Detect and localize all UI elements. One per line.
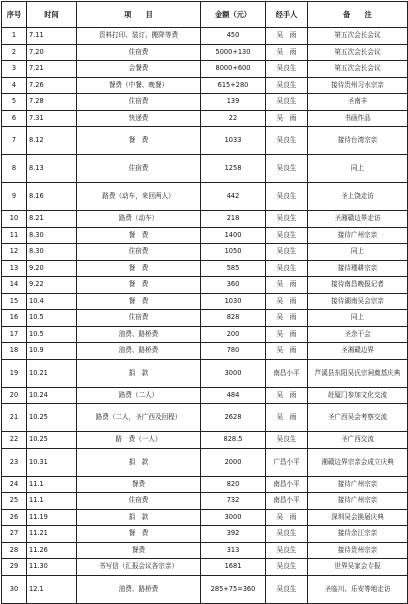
table-row — [2, 277, 408, 294]
row-note: 接待广州宗亲 — [308, 493, 408, 510]
row-number: 16 — [2, 310, 27, 327]
row-item: 捐 款 — [77, 509, 201, 526]
row-note: 芦溪县东阳吴氏宗祠奠基庆典 — [308, 359, 408, 387]
row-date: 9.22 — [27, 277, 77, 294]
row-number: 13 — [2, 260, 27, 277]
row-number: 2 — [2, 44, 27, 61]
row-date: 8.30 — [27, 244, 77, 261]
row-handler: 广昌小平 — [266, 448, 308, 476]
table-row — [2, 227, 408, 244]
row-item: 餐费 — [77, 542, 201, 559]
row-date: 12.1 — [27, 575, 77, 603]
row-item: 会餐费 — [77, 61, 201, 78]
row-amount: 1033 — [201, 127, 266, 155]
header-item: 项 目 — [77, 2, 201, 28]
row-date: 10.9 — [27, 343, 77, 360]
row-handler: 吴 雨 — [266, 277, 308, 294]
row-handler: 南昌小平 — [266, 493, 308, 510]
row-number: 21 — [2, 404, 27, 432]
row-date: 8.21 — [27, 211, 77, 228]
row-note: 圣湘赣边界走访 — [308, 211, 408, 228]
row-number: 8 — [2, 155, 27, 183]
row-handler: 吴良生 — [266, 559, 308, 576]
row-number: 28 — [2, 542, 27, 559]
row-note: 接待广州宗亲 — [308, 476, 408, 493]
row-number: 24 — [2, 476, 27, 493]
row-number: 14 — [2, 277, 27, 294]
row-handler: 吴 雨 — [266, 110, 308, 127]
table-row — [2, 493, 408, 510]
row-amount: 1400 — [201, 227, 266, 244]
table-row — [2, 244, 408, 261]
row-item: 餐 费 — [77, 526, 201, 543]
row-amount: 442 — [201, 183, 266, 211]
header-date: 时间 — [27, 2, 77, 28]
row-amount: 392 — [201, 526, 266, 543]
table-row — [2, 404, 408, 432]
table-row — [2, 61, 408, 78]
row-date: 11.30 — [27, 559, 77, 576]
row-amount: 828 — [201, 310, 266, 327]
row-amount: 3000 — [201, 359, 266, 387]
row-amount: 285+75=360 — [201, 575, 266, 603]
row-handler: 吴良生 — [266, 244, 308, 261]
row-amount: 5000+130 — [201, 44, 266, 61]
row-amount: 3000 — [201, 509, 266, 526]
row-date: 10.4 — [27, 293, 77, 310]
row-handler: 吴 雨 — [266, 509, 308, 526]
header-handler: 经手人 — [266, 2, 308, 28]
row-date: 7.31 — [27, 110, 77, 127]
row-number: 9 — [2, 183, 27, 211]
row-item: 住宿费 — [77, 155, 201, 183]
row-note: 第五次会长会议 — [308, 44, 408, 61]
row-number: 25 — [2, 493, 27, 510]
row-item: 住宿费 — [77, 310, 201, 327]
header-amount: 金额（元） — [201, 2, 266, 28]
row-amount: 1050 — [201, 244, 266, 261]
row-date: 8.16 — [27, 183, 77, 211]
row-amount: 1030 — [201, 293, 266, 310]
table-row — [2, 28, 408, 45]
row-note: 圣广西吴会考察交流 — [308, 404, 408, 432]
row-number: 10 — [2, 211, 27, 228]
row-handler: 吴良生 — [266, 155, 308, 183]
row-item: 住宿费 — [77, 94, 201, 111]
row-item: 餐 费 — [77, 227, 201, 244]
row-note: 深圳吴会换届庆典 — [308, 509, 408, 526]
table-row — [2, 77, 408, 94]
row-item: 餐 费 — [77, 260, 201, 277]
row-date: 9.20 — [27, 260, 77, 277]
table-row — [2, 293, 408, 310]
table-row — [2, 44, 408, 61]
row-number: 22 — [2, 432, 27, 449]
row-amount: 1681 — [201, 559, 266, 576]
row-note: 圣广西交流 — [308, 432, 408, 449]
row-amount: 218 — [201, 211, 266, 228]
row-number: 19 — [2, 359, 27, 387]
row-amount: 360 — [201, 277, 266, 294]
row-date: 11.19 — [27, 509, 77, 526]
row-amount: 22 — [201, 110, 266, 127]
ledger-body — [2, 28, 408, 604]
table-row — [2, 526, 408, 543]
row-handler: 吴良生 — [266, 77, 308, 94]
row-amount: 780 — [201, 343, 266, 360]
row-amount: 732 — [201, 493, 266, 510]
row-number: 26 — [2, 509, 27, 526]
header-no: 序号 — [2, 2, 27, 28]
row-handler: 吴良生 — [266, 227, 308, 244]
row-handler: 南昌小平 — [266, 476, 308, 493]
row-number: 30 — [2, 575, 27, 603]
row-note: 圣南丰 — [308, 94, 408, 111]
row-handler: 吴良生 — [266, 211, 308, 228]
row-amount: 585 — [201, 260, 266, 277]
row-item: 油费、路桥费 — [77, 326, 201, 343]
table-row — [2, 155, 408, 183]
table-row — [2, 94, 408, 111]
table-row — [2, 110, 408, 127]
row-date: 7.11 — [27, 28, 77, 45]
row-date: 10.25 — [27, 404, 77, 432]
row-number: 17 — [2, 326, 27, 343]
row-note: 接待台湾宗亲 — [308, 127, 408, 155]
row-date: 7.28 — [27, 94, 77, 111]
table-row — [2, 432, 408, 449]
row-number: 7 — [2, 127, 27, 155]
table-row — [2, 387, 408, 404]
row-note: 圣上饶走访 — [308, 183, 408, 211]
row-handler: 吴 雨 — [266, 28, 308, 45]
row-number: 1 — [2, 28, 27, 45]
row-number: 18 — [2, 343, 27, 360]
row-note: 圣湘赣边界 — [308, 343, 408, 360]
table-row — [2, 343, 408, 360]
row-item: 路费（二人） — [77, 387, 201, 404]
row-amount: 2000 — [201, 448, 266, 476]
row-item: 餐 费 — [77, 127, 201, 155]
row-number: 3 — [2, 61, 27, 78]
row-amount: 820 — [201, 476, 266, 493]
row-item: 餐费（中餐、晚餐） — [77, 77, 201, 94]
row-date: 11.1 — [27, 493, 77, 510]
row-number: 20 — [2, 387, 27, 404]
row-handler: 吴 雨 — [266, 310, 308, 327]
row-amount: 1258 — [201, 155, 266, 183]
table-row — [2, 448, 408, 476]
row-date: 8.13 — [27, 155, 77, 183]
row-note: 接待余江宗亲 — [308, 526, 408, 543]
row-handler: 吴 雨 — [266, 387, 308, 404]
row-amount: 615+280 — [201, 77, 266, 94]
row-handler: 吴良生 — [266, 575, 308, 603]
row-item: 书写信（汇报会议各宗亲） — [77, 559, 201, 576]
row-date: 10.24 — [27, 387, 77, 404]
row-note: 同上 — [308, 244, 408, 261]
row-handler: 吴良生 — [266, 526, 308, 543]
row-date: 11.26 — [27, 542, 77, 559]
row-item: 捐 款 — [77, 448, 201, 476]
row-amount: 484 — [201, 387, 266, 404]
row-number: 15 — [2, 293, 27, 310]
row-note: 赴厦门参加文化交流 — [308, 387, 408, 404]
row-date: 7.20 — [27, 44, 77, 61]
row-number: 27 — [2, 526, 27, 543]
row-date: 11.21 — [27, 526, 77, 543]
row-handler: 吴良生 — [266, 61, 308, 78]
row-handler: 吴 雨 — [266, 293, 308, 310]
row-item: 餐 费 — [77, 277, 201, 294]
table-row — [2, 542, 408, 559]
table-row — [2, 476, 408, 493]
row-note: 接待广州宗亲 — [308, 227, 408, 244]
row-item: 路费（动车） — [77, 211, 201, 228]
row-handler: 吴良生 — [266, 183, 308, 211]
row-note: 第五次会长会议 — [308, 28, 408, 45]
table-row — [2, 183, 408, 211]
row-number: 23 — [2, 448, 27, 476]
row-date: 10.21 — [27, 359, 77, 387]
row-note: 第五次会长会议 — [308, 61, 408, 78]
row-note: 圣余干会 — [308, 326, 408, 343]
row-item: 路 费（一人） — [77, 432, 201, 449]
row-amount: 8000+600 — [201, 61, 266, 78]
table-row — [2, 559, 408, 576]
row-number: 12 — [2, 244, 27, 261]
table-row — [2, 326, 408, 343]
row-item: 捐 款 — [77, 359, 201, 387]
row-note: 接待瑾耕宗亲 — [308, 260, 408, 277]
row-number: 11 — [2, 227, 27, 244]
row-item: 餐 费 — [77, 293, 201, 310]
row-handler: 吴良生 — [266, 94, 308, 111]
row-date: 8.12 — [27, 127, 77, 155]
row-date: 7.21 — [27, 61, 77, 78]
row-note: 书画作品 — [308, 110, 408, 127]
row-amount: 313 — [201, 542, 266, 559]
row-amount: 200 — [201, 326, 266, 343]
table-row — [2, 211, 408, 228]
row-handler: 吴良生 — [266, 260, 308, 277]
header-row — [2, 2, 408, 28]
row-amount: 450 — [201, 28, 266, 45]
row-item: 路费（二人，圣广西及回程） — [77, 404, 201, 432]
row-date: 10.25 — [27, 432, 77, 449]
row-note: 同上 — [308, 155, 408, 183]
row-handler: 吴 雨 — [266, 404, 308, 432]
row-item: 快递费 — [77, 110, 201, 127]
table-row — [2, 359, 408, 387]
row-amount: 828.5 — [201, 432, 266, 449]
row-number: 4 — [2, 77, 27, 94]
row-handler: 吴良生 — [266, 432, 308, 449]
row-item: 餐费 — [77, 476, 201, 493]
table-row — [2, 260, 408, 277]
row-handler: 南昌小平 — [266, 359, 308, 387]
row-number: 29 — [2, 559, 27, 576]
row-note: 接待湖南吴会宗亲 — [308, 293, 408, 310]
row-date: 10.31 — [27, 448, 77, 476]
row-note: 世界吴家会专报 — [308, 559, 408, 576]
row-handler: 吴 雨 — [266, 326, 308, 343]
row-date: 10.5 — [27, 326, 77, 343]
table-row — [2, 127, 408, 155]
row-item: 油费、路桥费 — [77, 343, 201, 360]
row-note: 湘赣边界宗亲会成立庆典 — [308, 448, 408, 476]
row-amount: 139 — [201, 94, 266, 111]
table-row — [2, 575, 408, 603]
row-number: 6 — [2, 110, 27, 127]
row-item: 路费（动车，来回两人） — [77, 183, 201, 211]
row-handler: 吴 雨 — [266, 343, 308, 360]
header-note: 备 注 — [308, 2, 408, 28]
row-note: 接待贵州习水宗亲 — [308, 77, 408, 94]
row-note: 同上 — [308, 310, 408, 327]
row-handler: 吴良生 — [266, 127, 308, 155]
row-item: 住宿费 — [77, 44, 201, 61]
row-item: 住宿费 — [77, 244, 201, 261]
row-note: 圣临川、乐安等地走访 — [308, 575, 408, 603]
table-row — [2, 310, 408, 327]
row-handler: 吴良生 — [266, 542, 308, 559]
row-date: 7.26 — [27, 77, 77, 94]
table-row — [2, 509, 408, 526]
expense-ledger-table — [1, 1, 408, 604]
row-note: 接待南昌晚报记者 — [308, 277, 408, 294]
row-item: 资料打印、装订、搬降等费 — [77, 28, 201, 45]
row-date: 10.5 — [27, 310, 77, 327]
row-note: 接待贵州宗亲 — [308, 542, 408, 559]
row-amount: 2628 — [201, 404, 266, 432]
row-item: 油费、路桥费 — [77, 575, 201, 603]
row-item: 住宿费 — [77, 493, 201, 510]
row-date: 8.30 — [27, 227, 77, 244]
row-handler: 吴 雨 — [266, 44, 308, 61]
row-number: 5 — [2, 94, 27, 111]
row-date: 11.1 — [27, 476, 77, 493]
